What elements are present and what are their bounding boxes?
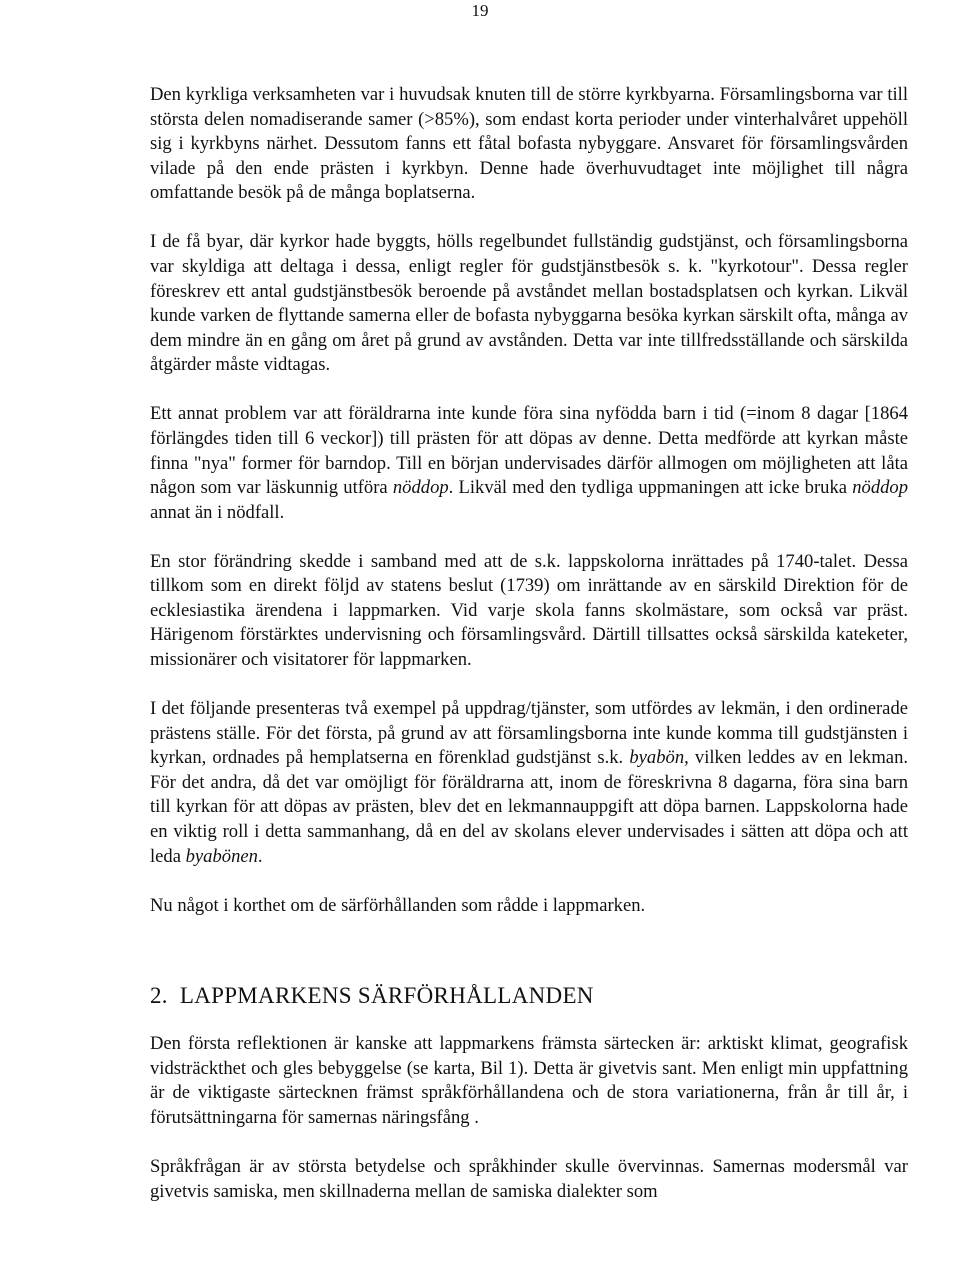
paragraph-text: I det följande presenteras två exempel på uppdrag/tjänster, som utfördes av lekmän, i den ordinerade prästens ställe. För det första, på grund av att församlingsborna inte kunde komma till gudstjänsten i kyrkan, ordnades på hemplatserna en förenklad gudstjänst s.k. bbox=[150, 698, 908, 769]
paragraph-text: Ett annat problem var att föräldrarna inte kunde föra sina nyfödda barn i tid (=inom 8 dagar [1864 förlängdes tiden till 6 veckor]) till prästen för att döpas av denne. Detta medförde att kyrkan måste finna "nya" former för barndop. Till en början undervisades därför allmogen om möjligheten att låta någon som var läskunnig utföra bbox=[150, 403, 908, 499]
paragraph bbox=[150, 1032, 908, 1130]
section-paragraphs bbox=[150, 1032, 908, 1204]
paragraph-text: Den kyrkliga verksamheten var i huvudsak knuten till de större kyrkbyarna. Församlingsborna var till största delen nomadiserande samer (>85%), som endast korta perioder under vinterhalvåret uppehöll sig i kyrkbyns närhet. Dessutom fanns ett fåtal bofasta nybyggare. Ansvaret för församlingsvården vilade på den ende prästen i kyrkbyn. Denne hade överhuvudtaget inte möjlighet till några omfattande besök på de många boplatserna. bbox=[150, 84, 908, 204]
italic-term: byabönen bbox=[185, 845, 258, 867]
paragraph-text: . bbox=[257, 845, 263, 867]
section-heading bbox=[150, 982, 908, 1010]
paragraph-text: En stor förändring skedde i samband med att de s.k. lappskolorna inrättades på 1740-talet. Dessa tillkom som en direkt följd av statens beslut (1739) om inrättande av en särskild Direktion för de ecklesiastika ärendena i lappmarken. Vid varje skola fanns skolmästare, som också var präst. Härigenom förstärktes undervisning och församlingsvård. Därtill tillsattes också särskilda kateketer, missionärer och visitatorer för lappmarken. bbox=[150, 550, 908, 671]
paragraph bbox=[150, 894, 908, 919]
italic-term: nöddop bbox=[392, 477, 449, 499]
paragraph bbox=[150, 697, 908, 869]
intro-paragraphs bbox=[150, 83, 908, 918]
paragraph-text: . Likväl med den tydliga uppmaningen att icke bruka bbox=[448, 477, 853, 499]
page-number: 19 bbox=[471, 1, 489, 20]
section-title: LAPPMARKENS SÄRFÖRHÅLLANDEN bbox=[179, 983, 594, 1009]
italic-term: nöddop bbox=[852, 477, 909, 499]
paragraph-text: annat än i nödfall. bbox=[150, 501, 285, 523]
paragraph bbox=[150, 1155, 908, 1204]
section-number: 2. bbox=[150, 983, 168, 1009]
paragraph-text: Språkfrågan är av största betydelse och språkhinder skulle övervinnas. Samernas modersmål var givetvis samiska, men skillnaderna mellan de samiska dialekter som bbox=[150, 1155, 908, 1202]
paragraph-text: , vilken leddes av en lekman. För det andra, då det var omöjligt för föräldrarna att, inom de föreskrivna 8 dagarna, föra sina barn till kyrkan för att döpas av prästen, blev det en lekmannauppgift att döpa barnen. Lappskolorna hade en viktig roll i detta sammanhang, då en del av skolans elever undervisades i sätten att döpa och att leda bbox=[150, 747, 909, 867]
italic-term: byabön bbox=[629, 747, 685, 769]
paragraph bbox=[150, 230, 908, 378]
paragraph-text: I de få byar, där kyrkor hade byggts, hölls regelbundet fullständig gudstjänst, och församlingsborna var skyldiga att deltaga i dessa, enligt regler för gudstjänstbesök s. k. "kyrkotour". Dessa regler föreskrev ett antal gudstjänstbesök beroende på avståndet mellan bostadsplatsen och kyrkan. Likväl kunde varken de flyttande samerna eller de bofasta nybyggarna besöka kyrkan särskilt ofta, många av dem mindre än en gång om året på grund av avstånden. Detta var inte tillfredsställande och särskilda åtgärder måste vidtagas. bbox=[150, 231, 908, 376]
document-body bbox=[150, 83, 908, 1229]
paragraph-text: Den första reflektionen är kanske att lappmarkens främsta särtecken är: arktiskt klimat, geografisk vidsträckthet och gles bebyggelse (se karta, Bil 1). Detta är givetvis sant. Men enligt min uppfattning är de viktigaste särtecknen främst språkförhållandena och de stora variationerna, från år till år, i förutsättningarna för samernas näringsfång . bbox=[150, 1033, 908, 1128]
paragraph bbox=[150, 402, 908, 525]
paragraph bbox=[150, 550, 908, 673]
paragraph-text: Nu något i korthet om de särförhållanden som rådde i lappmarken. bbox=[150, 894, 646, 916]
paragraph bbox=[150, 83, 908, 206]
